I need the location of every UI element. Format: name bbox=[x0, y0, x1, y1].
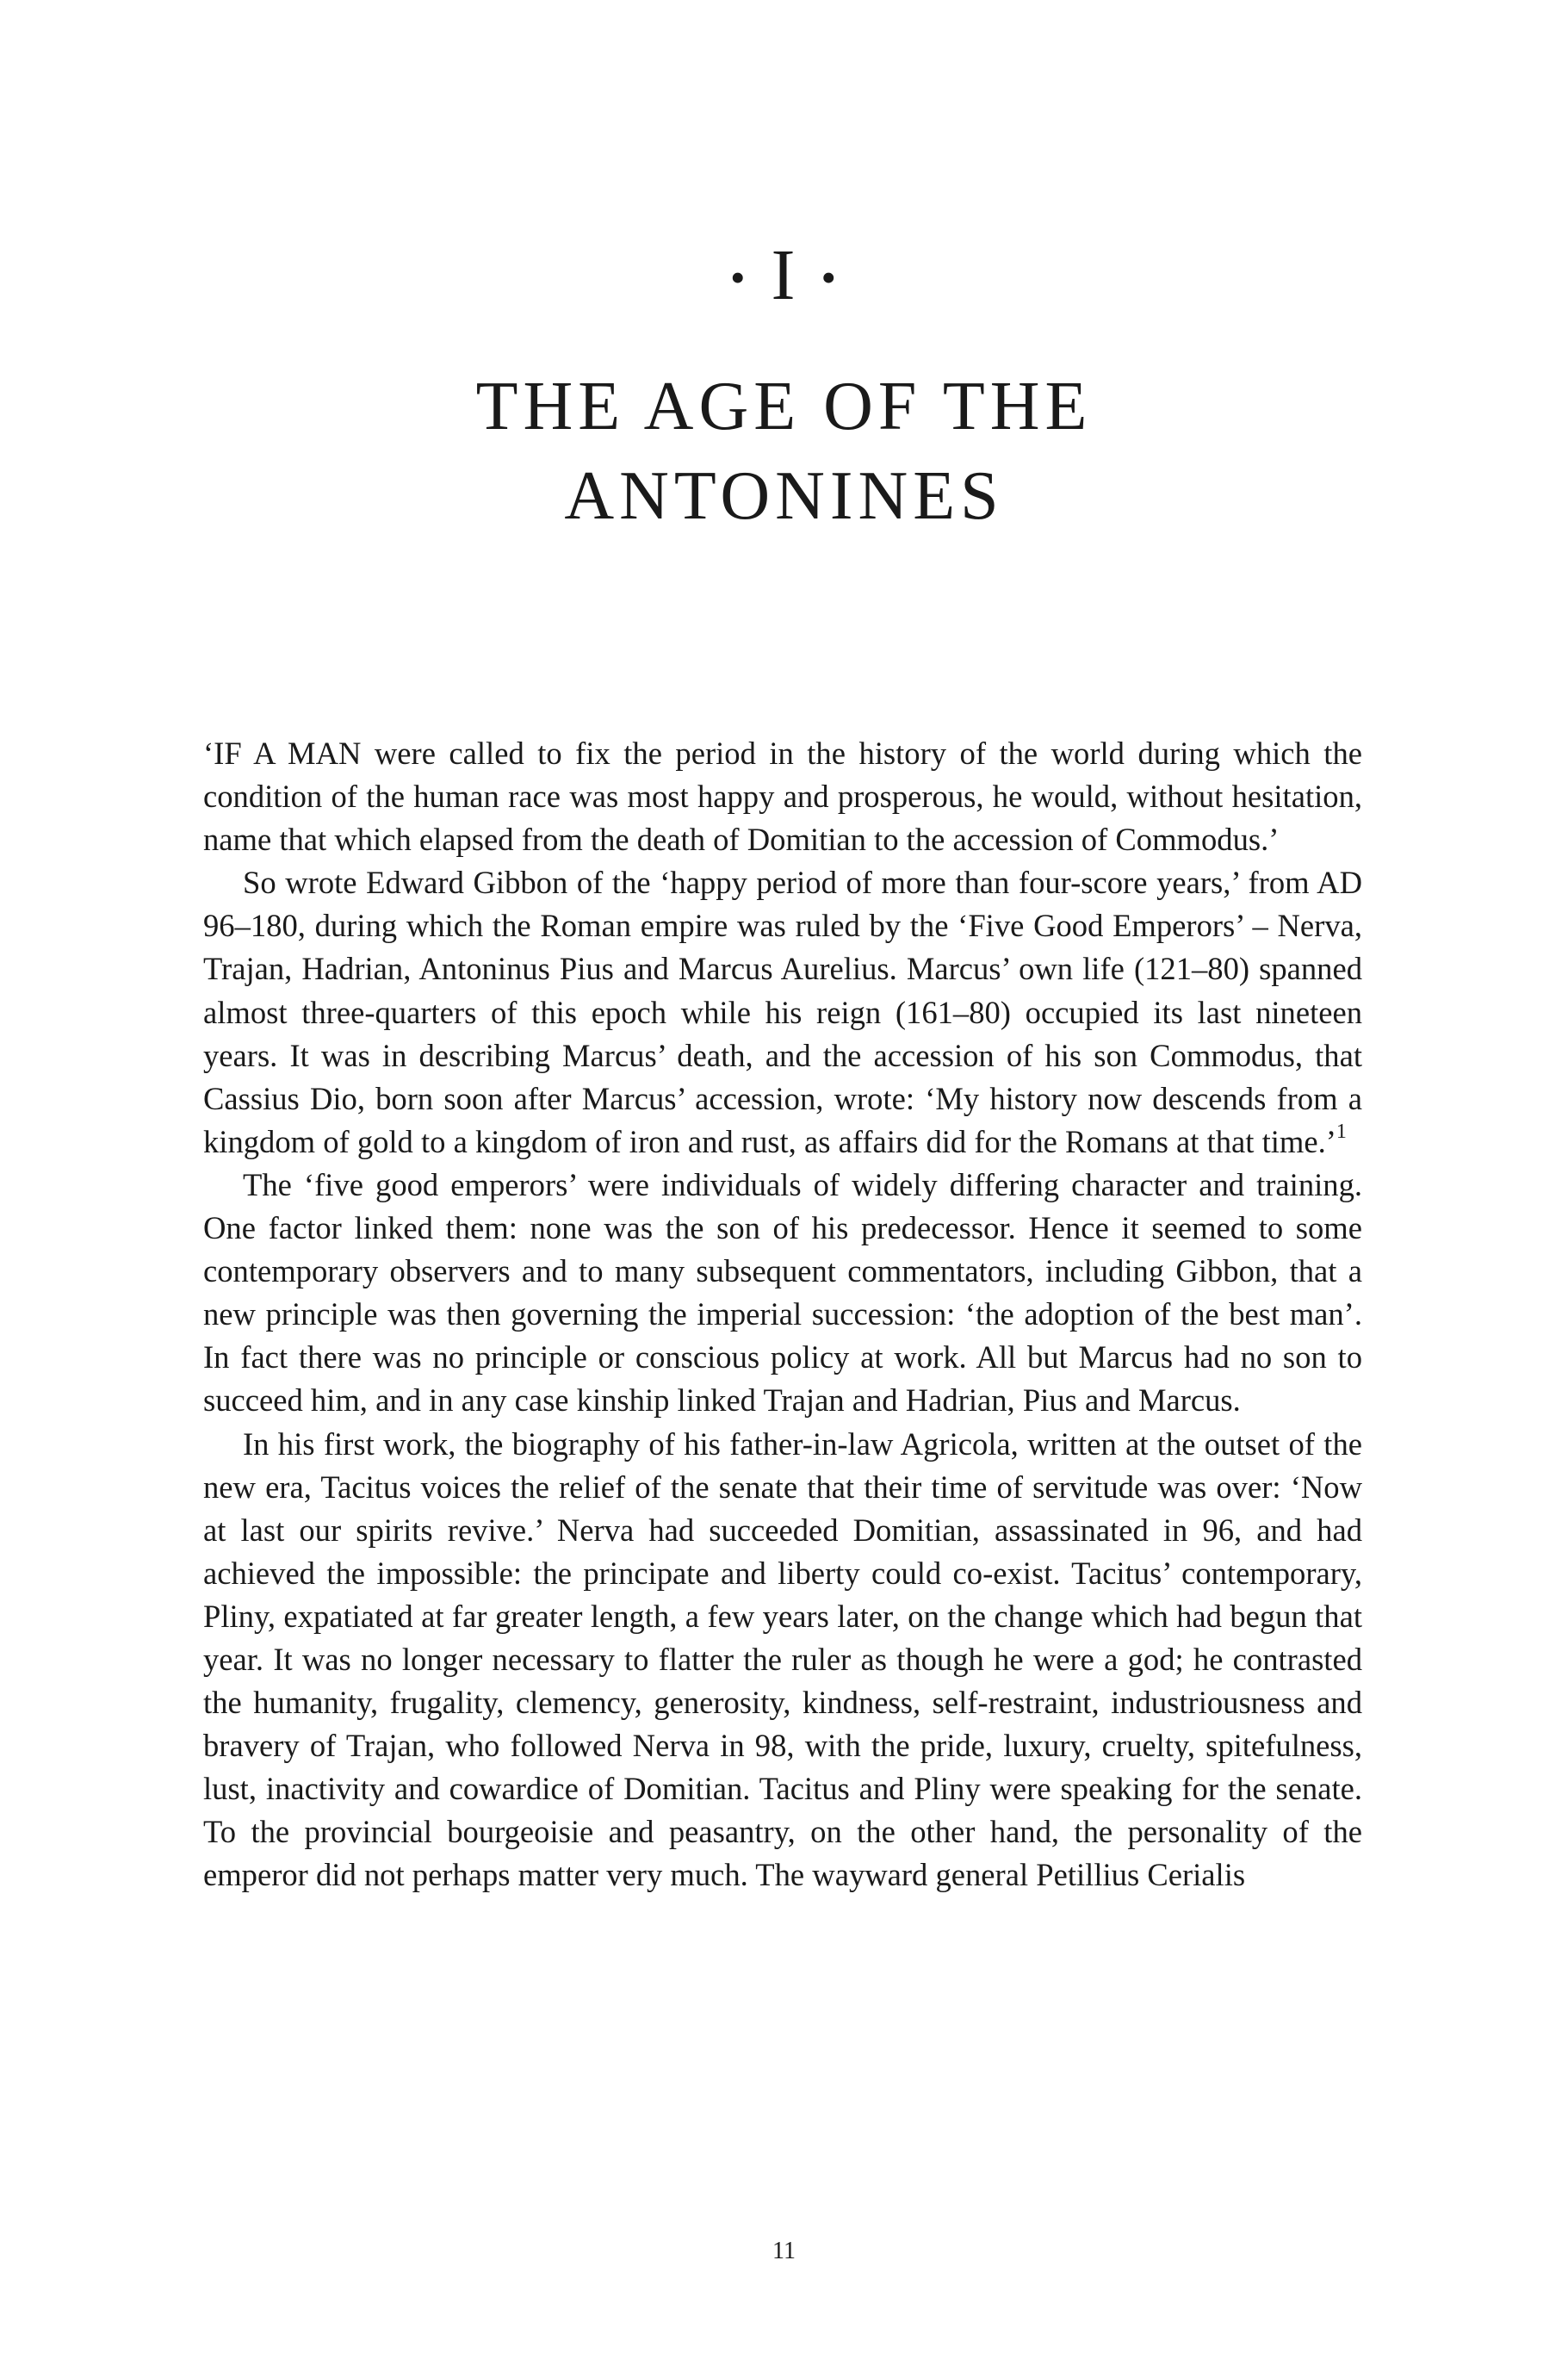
page-number: 11 bbox=[772, 2238, 796, 2264]
paragraph-4 bbox=[203, 1423, 1362, 1897]
chapter-title-line-1: THE AGE OF THE bbox=[475, 369, 1093, 444]
body-text bbox=[203, 732, 1362, 1897]
chapter-title-line-2: ANTONINES bbox=[564, 458, 1004, 534]
chapter-title bbox=[0, 362, 1568, 541]
paragraph-4-text: In his first work, the biography of his father-in-law Agricola, written at the outset of the new era, Tacitus voices the relief of the senate that their time of servitude was over: ‘Now at last our spirits revive.’ Nerva had succeeded Domitian, assassinated in 96, and had achieved the impossible: the principate and liberty could co-exist. Tacitus’ contemporary, Pliny, expatiated at far greater length, a few years later, on the change which had begun that year. It was no longer necessary to flatter the ruler as though he were a god; he contrasted the humanity, frugality, clemency, generosity, kindness, self-restraint, industriousness and bravery of Trajan, who followed Nerva in 98, with the pride, luxury, cruelty, spitefulness, lust, inactivity and cowardice of Domitian. Tacitus and Pliny were speaking for the senate. To the provincial bourgeoisie and peasantry, on the other hand, the personality of the emperor did not perhaps matter very much. The wayward general Petillius Cerialis bbox=[203, 1425, 1362, 1893]
chapter-number bbox=[0, 233, 1568, 326]
footnote-marker: 1 bbox=[1336, 1120, 1347, 1143]
paragraph-2-text: So wrote Edward Gibbon of the ‘happy period of more than four-score years,’ from AD 96–180, during which the Roman empire was ruled by the ‘Five Good Emperors’ – Nerva, Trajan, Hadrian, Antoninus Pius and Marcus Aurelius. Marcus’ own life (121–80) spanned almost three-quarters of this epoch while his reign (161–80) occupied its last nineteen years. It was in describing Marcus’ death, and the accession of his son Commodus, that Cassius Dio, born soon after Marcus’ accession, wrote: ‘My history now descends from a kingdom of gold to a kingdom of iron and rust, as affairs did for the Romans at that time.’ bbox=[203, 865, 1362, 1159]
paragraph-3 bbox=[203, 1164, 1362, 1423]
paragraph-1-text: ‘IF A MAN were called to fix the period in the history of the world during which the condition of the human race was most happy and prosperous, he would, without hesitation, name that which elapsed from the death of Domitian to the accession of Commodus.’ bbox=[203, 736, 1362, 858]
paragraph-2 bbox=[203, 861, 1362, 1164]
chapter-numeral: I bbox=[771, 235, 797, 315]
paragraph-1 bbox=[203, 732, 1362, 861]
paragraph-3-text: The ‘five good emperors’ were individuals of widely differing character and training. One factor linked them: none was the son of his predecessor. Hence it seemed to some contemporary observers and to many subsequent commentators, including Gibbon, that a new principle was then governing the imperial succession: ‘the adoption of the best man’. In fact there was no principle or conscious policy at work. All but Marcus had no son to succeed him, and in any case kinship linked Trajan and Hadrian, Pius and Marcus. bbox=[203, 1166, 1362, 1419]
chapter-bullet-left: • bbox=[729, 252, 747, 301]
chapter-bullet-right: • bbox=[821, 252, 838, 301]
